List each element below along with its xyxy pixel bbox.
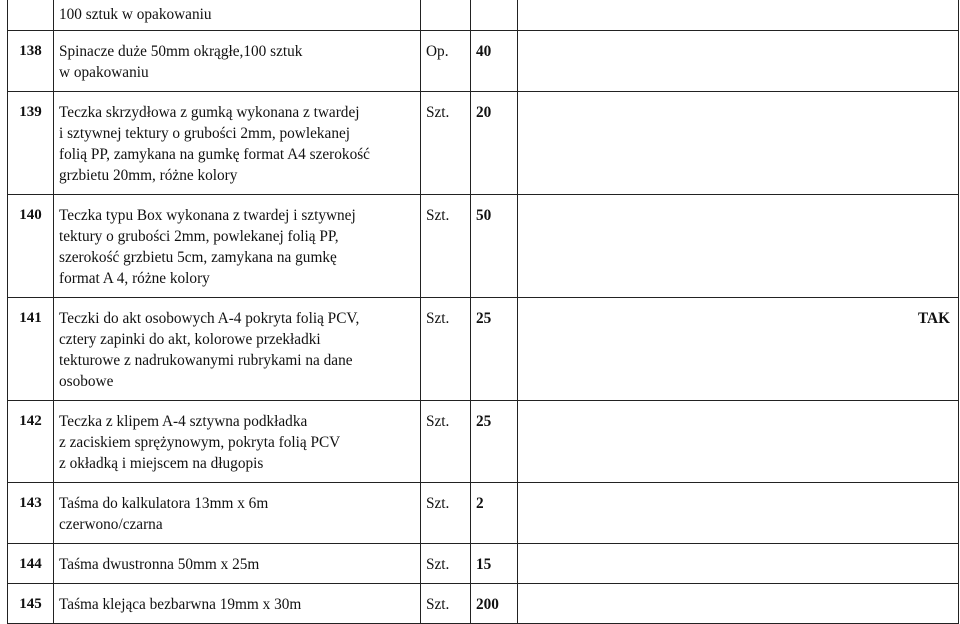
item-description-line: osobowe xyxy=(59,373,114,390)
item-description-line: 100 sztuk w opakowaniu xyxy=(59,6,212,23)
item-number: 145 xyxy=(8,584,54,624)
item-description xyxy=(54,483,421,544)
table-row xyxy=(8,401,959,483)
item-unit: Szt. xyxy=(421,544,471,584)
item-description-line: w opakowaniu xyxy=(59,64,149,81)
item-quantity: 20 xyxy=(471,92,518,195)
products-table-body xyxy=(8,0,959,624)
item-extra-mark xyxy=(518,544,959,584)
table-row xyxy=(8,544,959,584)
item-number: 138 xyxy=(8,31,54,92)
item-description-line: folią PP, zamykana na gumkę format A4 szerokość xyxy=(59,146,370,163)
item-description xyxy=(54,31,421,92)
item-description-line: tekturowe z nadrukowanymi rubrykami na dane xyxy=(59,352,353,369)
item-number xyxy=(8,0,54,31)
item-number: 142 xyxy=(8,401,54,483)
item-extra-mark xyxy=(518,483,959,544)
item-description-line: Taśma dwustronna 50mm x 25m xyxy=(59,556,260,573)
item-description-line: Spinacze duże 50mm okrągłe,100 sztuk xyxy=(59,43,303,60)
item-description-line: Teczki do akt osobowych A-4 pokryta folią PCV, xyxy=(59,310,360,327)
item-unit: Szt. xyxy=(421,298,471,401)
item-description-line: cztery zapinki do akt, kolorowe przekładki xyxy=(59,331,321,348)
item-quantity: 40 xyxy=(471,31,518,92)
item-quantity: 25 xyxy=(471,298,518,401)
item-unit: Szt. xyxy=(421,483,471,544)
item-description xyxy=(54,544,421,584)
item-description xyxy=(54,298,421,401)
item-description xyxy=(54,584,421,624)
item-description-line: grzbietu 20mm, różne kolory xyxy=(59,167,238,184)
item-extra-mark: TAK xyxy=(518,298,959,401)
item-description-line: czerwono/czarna xyxy=(59,516,163,533)
item-extra-mark xyxy=(518,31,959,92)
item-quantity: 15 xyxy=(471,544,518,584)
item-number: 144 xyxy=(8,544,54,584)
item-extra-mark xyxy=(518,195,959,298)
item-quantity: 2 xyxy=(471,483,518,544)
item-unit: Szt. xyxy=(421,92,471,195)
item-description-line: i sztywnej tektury o grubości 2mm, powlekanej xyxy=(59,125,351,142)
item-unit: Szt. xyxy=(421,195,471,298)
item-description-line: format A 4, różne kolory xyxy=(59,270,210,287)
item-unit: Szt. xyxy=(421,401,471,483)
item-description-line: tektury o grubości 2mm, powlekanej folią PP, xyxy=(59,228,339,245)
table-row xyxy=(8,31,959,92)
table-row xyxy=(8,195,959,298)
item-number: 141 xyxy=(8,298,54,401)
item-description-line: Teczka typu Box wykonana z twardej i sztywnej xyxy=(59,207,356,224)
item-description xyxy=(54,401,421,483)
table-row xyxy=(8,584,959,624)
products-table xyxy=(7,0,959,624)
item-quantity: 25 xyxy=(471,401,518,483)
item-number: 140 xyxy=(8,195,54,298)
item-extra-mark xyxy=(518,584,959,624)
item-description-line: szerokość grzbietu 5cm, zamykana na gumkę xyxy=(59,249,337,266)
item-quantity: 50 xyxy=(471,195,518,298)
item-unit: Op. xyxy=(421,31,471,92)
item-description xyxy=(54,195,421,298)
item-description-line: Teczka skrzydłowa z gumką wykonana z twardej xyxy=(59,104,360,121)
item-number: 139 xyxy=(8,92,54,195)
item-description xyxy=(54,0,421,31)
item-extra-mark xyxy=(518,92,959,195)
item-quantity: 200 xyxy=(471,584,518,624)
item-quantity xyxy=(471,0,518,31)
table-row xyxy=(8,0,959,31)
item-description-line: z okładką i miejscem na długopis xyxy=(59,455,264,472)
item-description-line: Taśma klejąca bezbarwna 19mm x 30m xyxy=(59,596,302,613)
item-description-line: z zaciskiem sprężynowym, pokryta folią PCV xyxy=(59,434,341,451)
item-description xyxy=(54,92,421,195)
table-row xyxy=(8,298,959,401)
item-description-line: Taśma do kalkulatora 13mm x 6m xyxy=(59,495,269,512)
item-extra-mark xyxy=(518,401,959,483)
item-description-line: Teczka z klipem A-4 sztywna podkładka xyxy=(59,413,308,430)
item-extra-mark xyxy=(518,0,959,31)
table-row xyxy=(8,483,959,544)
item-unit: Szt. xyxy=(421,584,471,624)
table-row xyxy=(8,92,959,195)
item-number: 143 xyxy=(8,483,54,544)
item-unit xyxy=(421,0,471,31)
